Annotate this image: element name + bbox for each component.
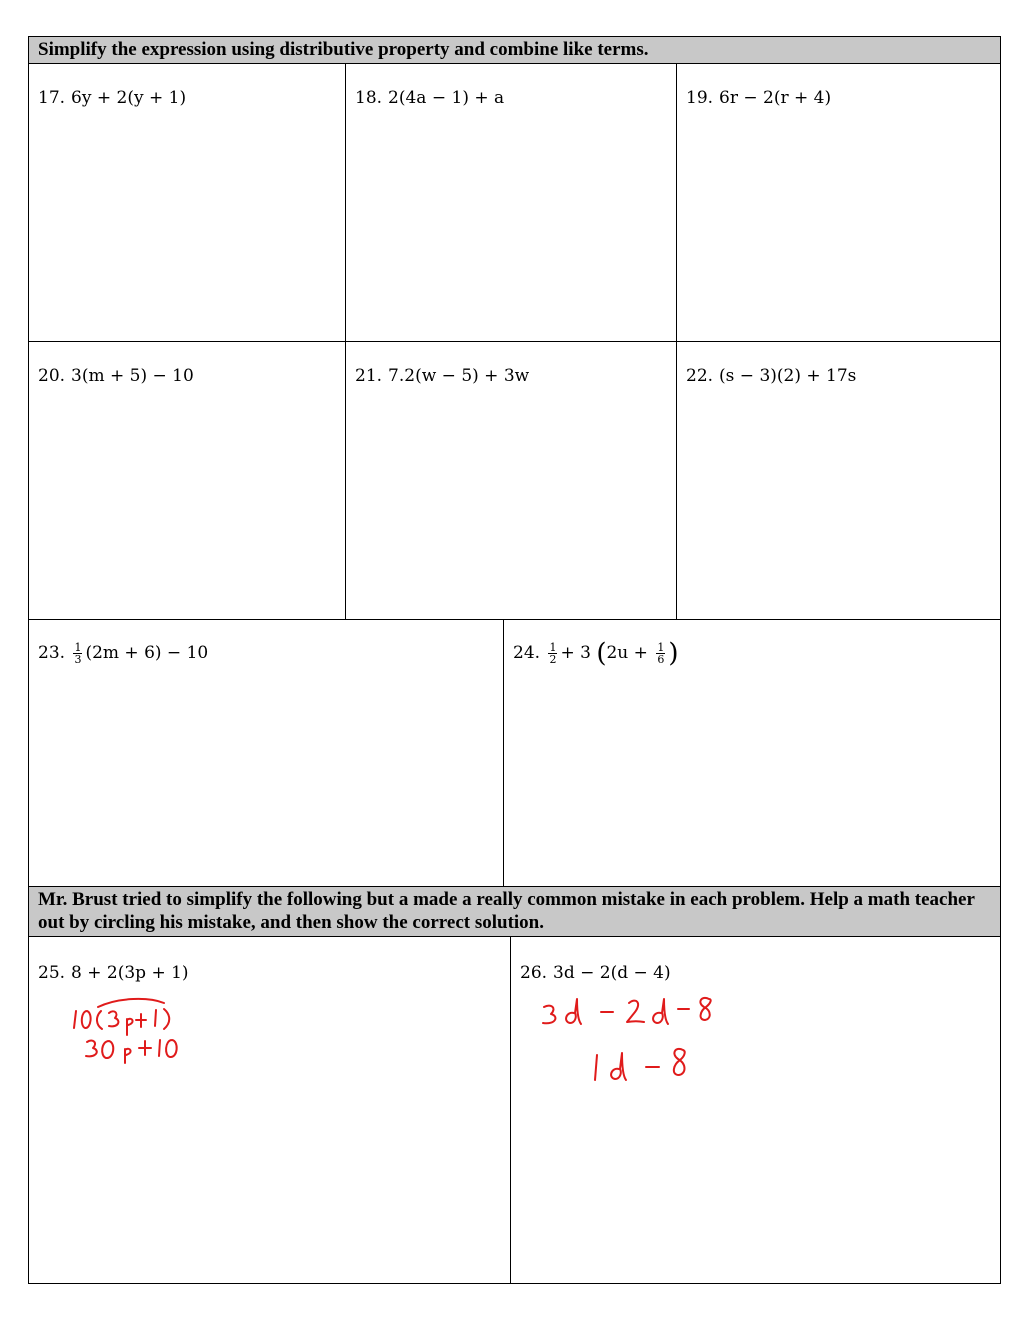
problem-22 bbox=[677, 342, 1001, 619]
fraction-denominator: 2 bbox=[549, 653, 557, 666]
problem-row-3 bbox=[28, 620, 1001, 887]
problem-number: 21. bbox=[355, 366, 383, 386]
handwritten-work-25 bbox=[29, 937, 511, 1284]
problem-expression: (2m + 6) − 10 bbox=[85, 643, 209, 663]
fraction-numerator: 1 bbox=[657, 641, 665, 654]
problem-expression: 8 + 2(3p + 1) bbox=[71, 963, 189, 983]
worksheet bbox=[28, 36, 1001, 1284]
problem-number: 22. bbox=[686, 366, 714, 386]
problem-25 bbox=[29, 937, 511, 1283]
fraction bbox=[73, 642, 82, 665]
problem-24 bbox=[504, 620, 1001, 886]
problem-18 bbox=[346, 64, 677, 341]
problem-26 bbox=[511, 937, 1001, 1283]
section-header-mistakes: Mr. Brust tried to simplify the following but a made a really common mistake in each problem. Help a math teacher out by circling his mistake, and then show the correct solution. bbox=[28, 887, 1001, 937]
problem-number: 17. bbox=[38, 88, 66, 108]
fraction-numerator: 1 bbox=[74, 641, 82, 654]
problem-expression: (s − 3)(2) + 17s bbox=[719, 366, 857, 386]
problem-expression-mid: + 3 bbox=[560, 643, 591, 663]
problem-number: 18. bbox=[355, 88, 383, 108]
problem-20 bbox=[29, 342, 346, 619]
problem-expression: 6r − 2(r + 4) bbox=[719, 88, 832, 108]
problem-expression: 3(m + 5) − 10 bbox=[71, 366, 194, 386]
close-paren: ) bbox=[668, 638, 679, 669]
problem-expression: 7.2(w − 5) + 3w bbox=[388, 366, 530, 386]
problem-number: 20. bbox=[38, 366, 66, 386]
problem-row-1 bbox=[28, 64, 1001, 342]
fraction-numerator: 1 bbox=[549, 641, 557, 654]
problem-19 bbox=[677, 64, 1001, 341]
problem-expression: 3d − 2(d − 4) bbox=[553, 963, 671, 983]
section-header-distributive: Simplify the expression using distributive property and combine like terms. bbox=[28, 36, 1001, 64]
open-paren: ( bbox=[596, 638, 607, 669]
problem-number: 26. bbox=[520, 963, 548, 983]
handwritten-work-26 bbox=[511, 937, 1000, 1284]
fraction bbox=[548, 642, 557, 665]
fraction bbox=[656, 642, 665, 665]
fraction-denominator: 3 bbox=[74, 653, 82, 666]
problem-number: 19. bbox=[686, 88, 714, 108]
problem-21 bbox=[346, 342, 677, 619]
problem-23 bbox=[29, 620, 504, 886]
problem-number: 24. bbox=[513, 643, 541, 663]
problem-expression: 6y + 2(y + 1) bbox=[71, 88, 187, 108]
problem-expression-inner: 2u + bbox=[606, 643, 648, 663]
problem-row-4 bbox=[28, 937, 1001, 1284]
problem-number: 25. bbox=[38, 963, 66, 983]
problem-number: 23. bbox=[38, 643, 66, 663]
fraction-denominator: 6 bbox=[657, 653, 665, 666]
problem-expression: 2(4a − 1) + a bbox=[388, 88, 505, 108]
problem-row-2 bbox=[28, 342, 1001, 620]
problem-17 bbox=[29, 64, 346, 341]
